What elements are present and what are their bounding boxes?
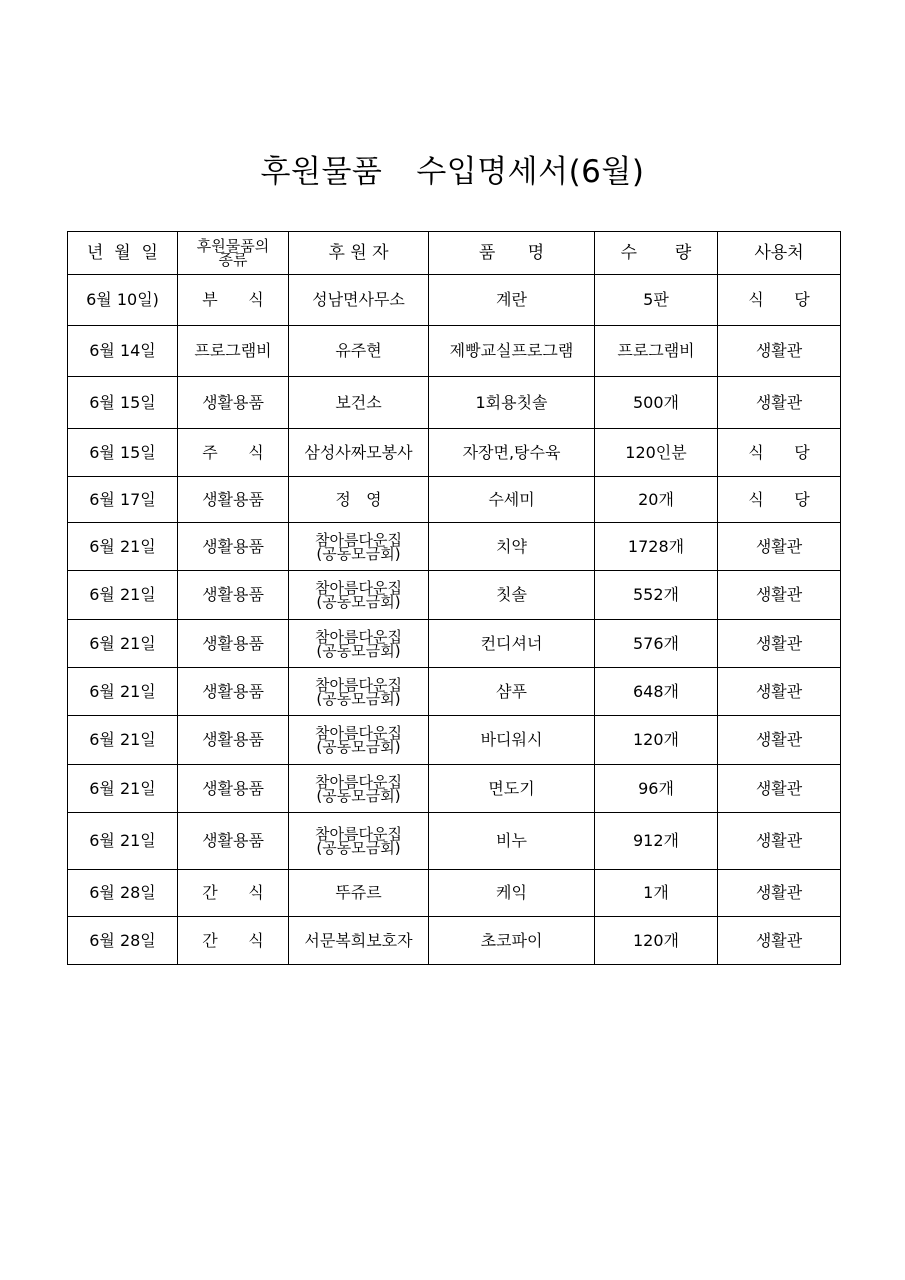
cell-use: 생활관	[718, 813, 841, 870]
cell-use: 생활관	[718, 523, 841, 571]
cell-date: 6월 21일	[68, 716, 178, 765]
table-row	[68, 477, 841, 523]
cell-use: 생활관	[718, 377, 841, 429]
cell-use: 생활관	[718, 870, 841, 917]
cell-type: 생활용품	[178, 668, 289, 716]
cell-use: 식 당	[718, 429, 841, 477]
table-row	[68, 620, 841, 668]
title-sub: 수입명세서(6월)	[416, 154, 645, 190]
cell-item: 샴푸	[429, 668, 595, 716]
table-row	[68, 813, 841, 870]
cell-date: 6월 21일	[68, 571, 178, 620]
table-row	[68, 765, 841, 813]
cell-quantity: 5판	[595, 275, 718, 326]
cell-quantity: 648개	[595, 668, 718, 716]
cell-type: 부 식	[178, 275, 289, 326]
table-row	[68, 326, 841, 377]
cell-type: 생활용품	[178, 620, 289, 668]
cell-date: 6월 28일	[68, 917, 178, 965]
cell-type: 생활용품	[178, 477, 289, 523]
cell-sponsor: 보건소	[289, 377, 429, 429]
cell-type: 주 식	[178, 429, 289, 477]
cell-date: 6월 10일)	[68, 275, 178, 326]
cell-use: 식 당	[718, 275, 841, 326]
table-row	[68, 716, 841, 765]
cell-item: 칫솔	[429, 571, 595, 620]
cell-quantity: 20개	[595, 477, 718, 523]
cell-quantity: 500개	[595, 377, 718, 429]
cell-item: 1회용칫솔	[429, 377, 595, 429]
cell-date: 6월 15일	[68, 429, 178, 477]
cell-item: 제빵교실프로그램	[429, 326, 595, 377]
cell-date: 6월 14일	[68, 326, 178, 377]
ledger-body	[68, 275, 841, 965]
cell-sponsor: 서문복희보호자	[289, 917, 429, 965]
cell-sponsor: 참아름다운집 (공동모금회)	[289, 765, 429, 813]
cell-date: 6월 15일	[68, 377, 178, 429]
header-use: 사용처	[718, 232, 841, 275]
cell-type: 생활용품	[178, 377, 289, 429]
cell-date: 6월 21일	[68, 523, 178, 571]
table-row	[68, 870, 841, 917]
table-row	[68, 668, 841, 716]
cell-item: 비누	[429, 813, 595, 870]
table-row	[68, 429, 841, 477]
cell-quantity: 1개	[595, 870, 718, 917]
cell-quantity: 120인분	[595, 429, 718, 477]
cell-sponsor: 유주현	[289, 326, 429, 377]
cell-item: 계란	[429, 275, 595, 326]
table-row	[68, 275, 841, 326]
header-row	[68, 232, 841, 275]
cell-sponsor: 삼성사짜모봉사	[289, 429, 429, 477]
cell-type: 생활용품	[178, 813, 289, 870]
cell-item: 컨디셔너	[429, 620, 595, 668]
header-quantity: 수 량	[595, 232, 718, 275]
cell-sponsor: 성남면사무소	[289, 275, 429, 326]
cell-type: 생활용품	[178, 716, 289, 765]
cell-date: 6월 21일	[68, 620, 178, 668]
cell-quantity: 912개	[595, 813, 718, 870]
cell-sponsor: 뚜쥬르	[289, 870, 429, 917]
cell-sponsor: 참아름다운집 (공동모금회)	[289, 668, 429, 716]
header-type: 후원물품의 종류	[178, 232, 289, 275]
cell-sponsor: 참아름다운집 (공동모금회)	[289, 620, 429, 668]
cell-type: 프로그램비	[178, 326, 289, 377]
table-row	[68, 523, 841, 571]
cell-use: 생활관	[718, 620, 841, 668]
title-main: 후원물품	[260, 154, 383, 190]
cell-use: 생활관	[718, 326, 841, 377]
table-row	[68, 571, 841, 620]
cell-quantity: 96개	[595, 765, 718, 813]
cell-item: 면도기	[429, 765, 595, 813]
cell-use: 생활관	[718, 716, 841, 765]
cell-use: 생활관	[718, 668, 841, 716]
cell-quantity: 프로그램비	[595, 326, 718, 377]
cell-use: 생활관	[718, 917, 841, 965]
cell-item: 초코파이	[429, 917, 595, 965]
cell-item: 케익	[429, 870, 595, 917]
table-row	[68, 377, 841, 429]
cell-date: 6월 21일	[68, 813, 178, 870]
cell-quantity: 576개	[595, 620, 718, 668]
cell-date: 6월 21일	[68, 668, 178, 716]
cell-type: 간 식	[178, 870, 289, 917]
cell-type: 생활용품	[178, 765, 289, 813]
donation-ledger-table	[67, 231, 841, 965]
cell-sponsor: 정 영	[289, 477, 429, 523]
cell-item: 바디워시	[429, 716, 595, 765]
cell-use: 생활관	[718, 571, 841, 620]
cell-quantity: 120개	[595, 716, 718, 765]
cell-date: 6월 17일	[68, 477, 178, 523]
table-row	[68, 917, 841, 965]
cell-sponsor: 참아름다운집 (공동모금회)	[289, 523, 429, 571]
cell-type: 간 식	[178, 917, 289, 965]
cell-sponsor: 참아름다운집 (공동모금회)	[289, 716, 429, 765]
cell-item: 수세미	[429, 477, 595, 523]
cell-date: 6월 28일	[68, 870, 178, 917]
header-date: 년 월 일	[68, 232, 178, 275]
header-item: 품 명	[429, 232, 595, 275]
document-title	[0, 146, 905, 191]
cell-date: 6월 21일	[68, 765, 178, 813]
cell-sponsor: 참아름다운집 (공동모금회)	[289, 571, 429, 620]
cell-item: 치약	[429, 523, 595, 571]
cell-use: 생활관	[718, 765, 841, 813]
cell-quantity: 1728개	[595, 523, 718, 571]
cell-quantity: 552개	[595, 571, 718, 620]
cell-type: 생활용품	[178, 571, 289, 620]
cell-type: 생활용품	[178, 523, 289, 571]
header-sponsor: 후 원 자	[289, 232, 429, 275]
cell-sponsor: 참아름다운집 (공동모금회)	[289, 813, 429, 870]
cell-use: 식 당	[718, 477, 841, 523]
cell-item: 자장면,탕수육	[429, 429, 595, 477]
cell-quantity: 120개	[595, 917, 718, 965]
